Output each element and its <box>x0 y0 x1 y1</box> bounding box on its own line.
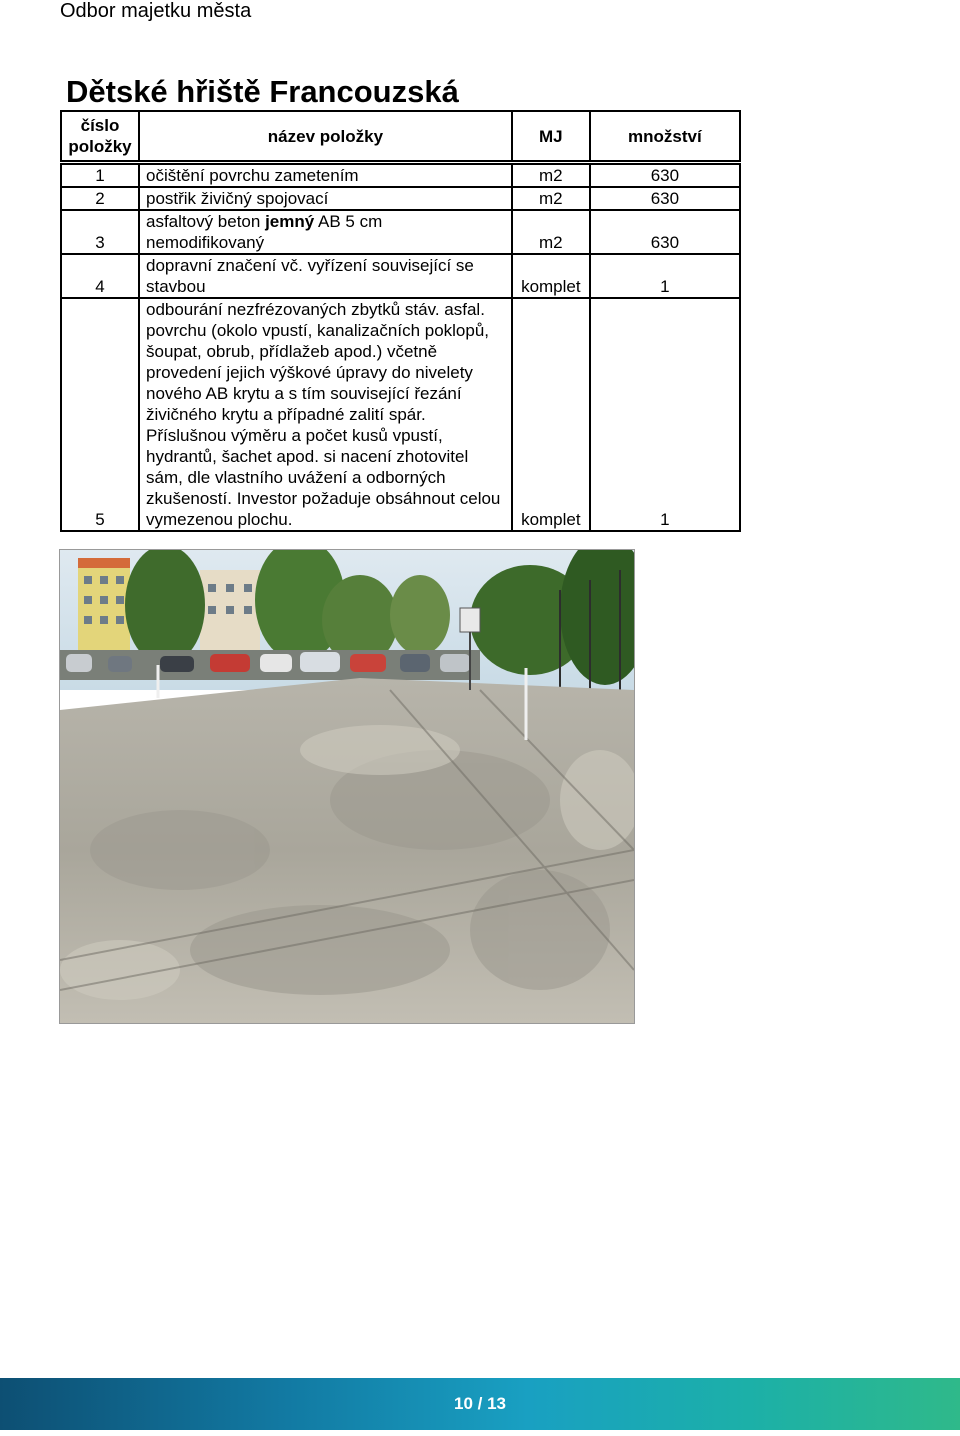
row-quantity: 1 <box>590 298 740 531</box>
row-quantity: 1 <box>590 254 740 298</box>
table-row <box>61 210 740 254</box>
row-unit: m2 <box>512 210 590 254</box>
table-row <box>61 254 740 298</box>
row-name <box>139 210 512 254</box>
playground-photo <box>60 550 634 1023</box>
table-header-row <box>61 111 740 163</box>
row-name-bold-part: jemný <box>265 212 315 231</box>
table-row <box>61 187 740 210</box>
column-header-number: číslo položky <box>61 111 139 163</box>
items-table <box>60 110 741 532</box>
column-header-quantity: množství <box>590 111 740 163</box>
table-row <box>61 163 740 188</box>
row-name-part: AB 5 cm nemodifikovaný <box>145 212 383 252</box>
row-number: 3 <box>61 210 139 254</box>
row-number: 2 <box>61 187 139 210</box>
page-title: Dětské hřiště Francouzská <box>66 74 459 109</box>
row-number: 1 <box>61 163 139 188</box>
row-unit: m2 <box>512 163 590 188</box>
row-unit: m2 <box>512 187 590 210</box>
row-name: dopravní značení vč. vyřízení související se stavbou <box>139 254 512 298</box>
column-header-unit: MJ <box>512 111 590 163</box>
row-number: 5 <box>61 298 139 531</box>
row-quantity: 630 <box>590 210 740 254</box>
column-header-name: název položky <box>139 111 512 163</box>
row-name: očištění povrchu zametením <box>139 163 512 188</box>
row-quantity: 630 <box>590 163 740 188</box>
table-row <box>61 298 740 531</box>
playground-photo-illustration <box>60 550 634 1023</box>
row-number: 4 <box>61 254 139 298</box>
department-header: Odbor majetku města <box>60 0 252 22</box>
row-name: odbourání nezfrézovaných zbytků stáv. asfal. povrchu (okolo vpustí, kanalizačních poklopů, šoupat, obrub, přídlažeb apod.) včetně provedení jejich výškové úpravy do nivelety nového AB krytu a s tím související řezání živičného krytu a případné zalití spár. Příslušnou výměru a počet kusů vpustí, hydrantů, šachet apod. si nacení zhotovitel sám, dle vlastního uvážení a odborných zkušeností. Investor požaduje obsáhnout celou vymezenou plochu. <box>139 298 512 531</box>
row-name-part: asfaltový beton <box>145 212 266 231</box>
row-unit: komplet <box>512 254 590 298</box>
row-quantity: 630 <box>590 187 740 210</box>
row-unit: komplet <box>512 298 590 531</box>
page-number: 10 / 13 <box>454 1394 506 1413</box>
row-name: postřik živičný spojovací <box>139 187 512 210</box>
